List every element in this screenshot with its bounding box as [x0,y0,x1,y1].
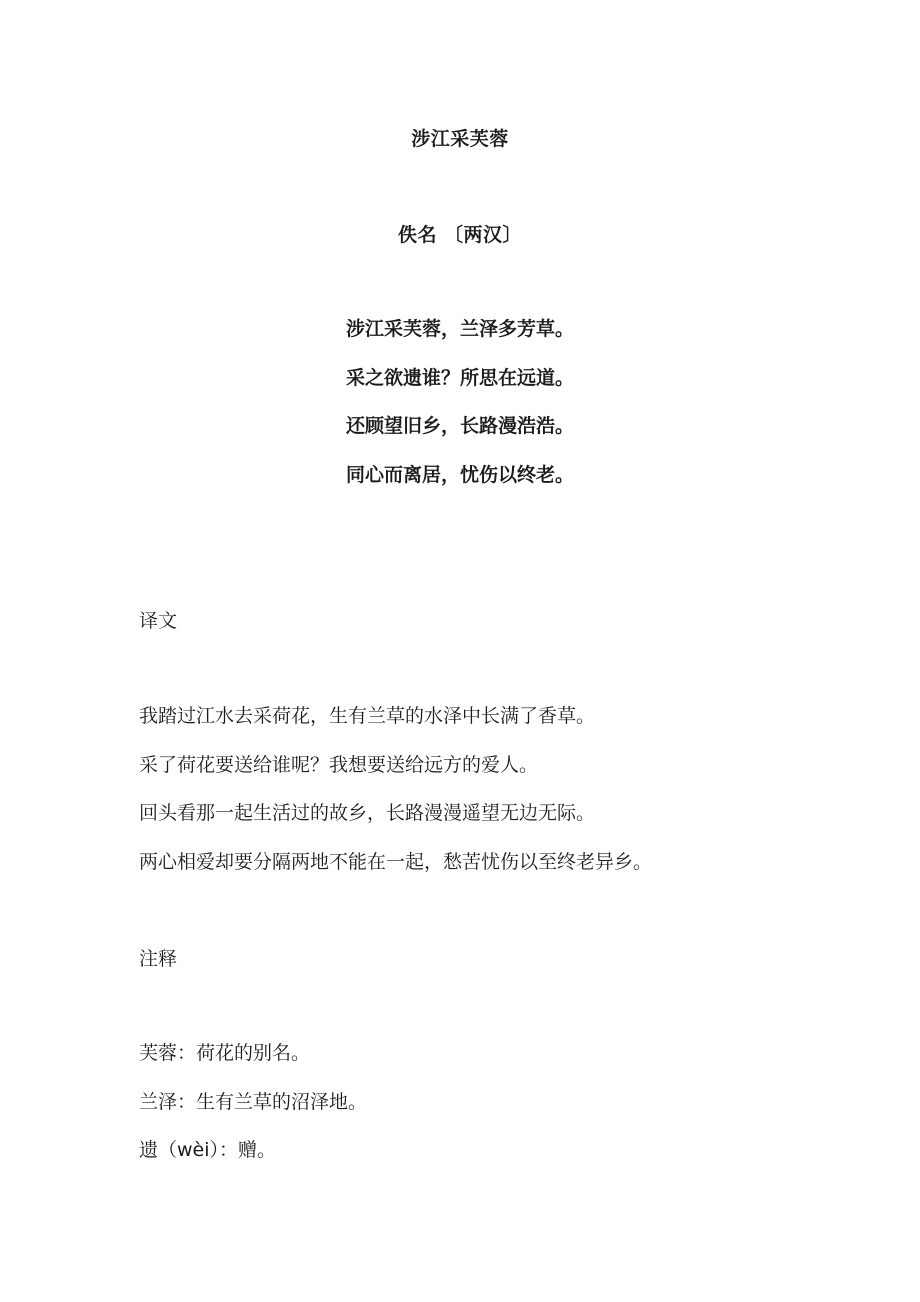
note-line: 芙蓉：荷花的别名。 [139,1042,311,1064]
notes-heading: 注释 [139,948,178,970]
notes-body [139,1040,367,1186]
poem-body [0,316,920,510]
translation-body [139,703,652,897]
poem-line: 同心而离居，忧伤以终老。 [345,463,574,486]
translation-line: 两心相爱却要分隔两地不能在一起，愁苦忧伤以至终老异乡。 [139,850,653,873]
translation-line: 回头看那一起生活过的故乡，长路漫漫遥望无边无际。 [139,802,596,824]
note-line: 兰泽：生有兰草的沼泽地。 [139,1090,368,1113]
poem-line: 涉江采芙蓉，兰泽多芳草。 [345,318,574,340]
translation-line: 我踏过江水去采荷花，生有兰草的水泽中长满了香草。 [139,705,596,727]
poem-author-line: 佚名 〔两汉〕 [397,224,523,246]
translation-line: 采了荷花要送给谁呢？我想要送给远方的爱人。 [139,753,539,776]
note-line: 遗（wèi）：赠。 [139,1139,277,1161]
poem-title: 涉江采芙蓉 [411,128,509,150]
translation-heading: 译文 [139,610,178,632]
poem-line: 采之欲遗谁？所思在远道。 [345,366,574,389]
poem-line: 还顾望旧乡，长路漫浩浩。 [345,415,574,437]
